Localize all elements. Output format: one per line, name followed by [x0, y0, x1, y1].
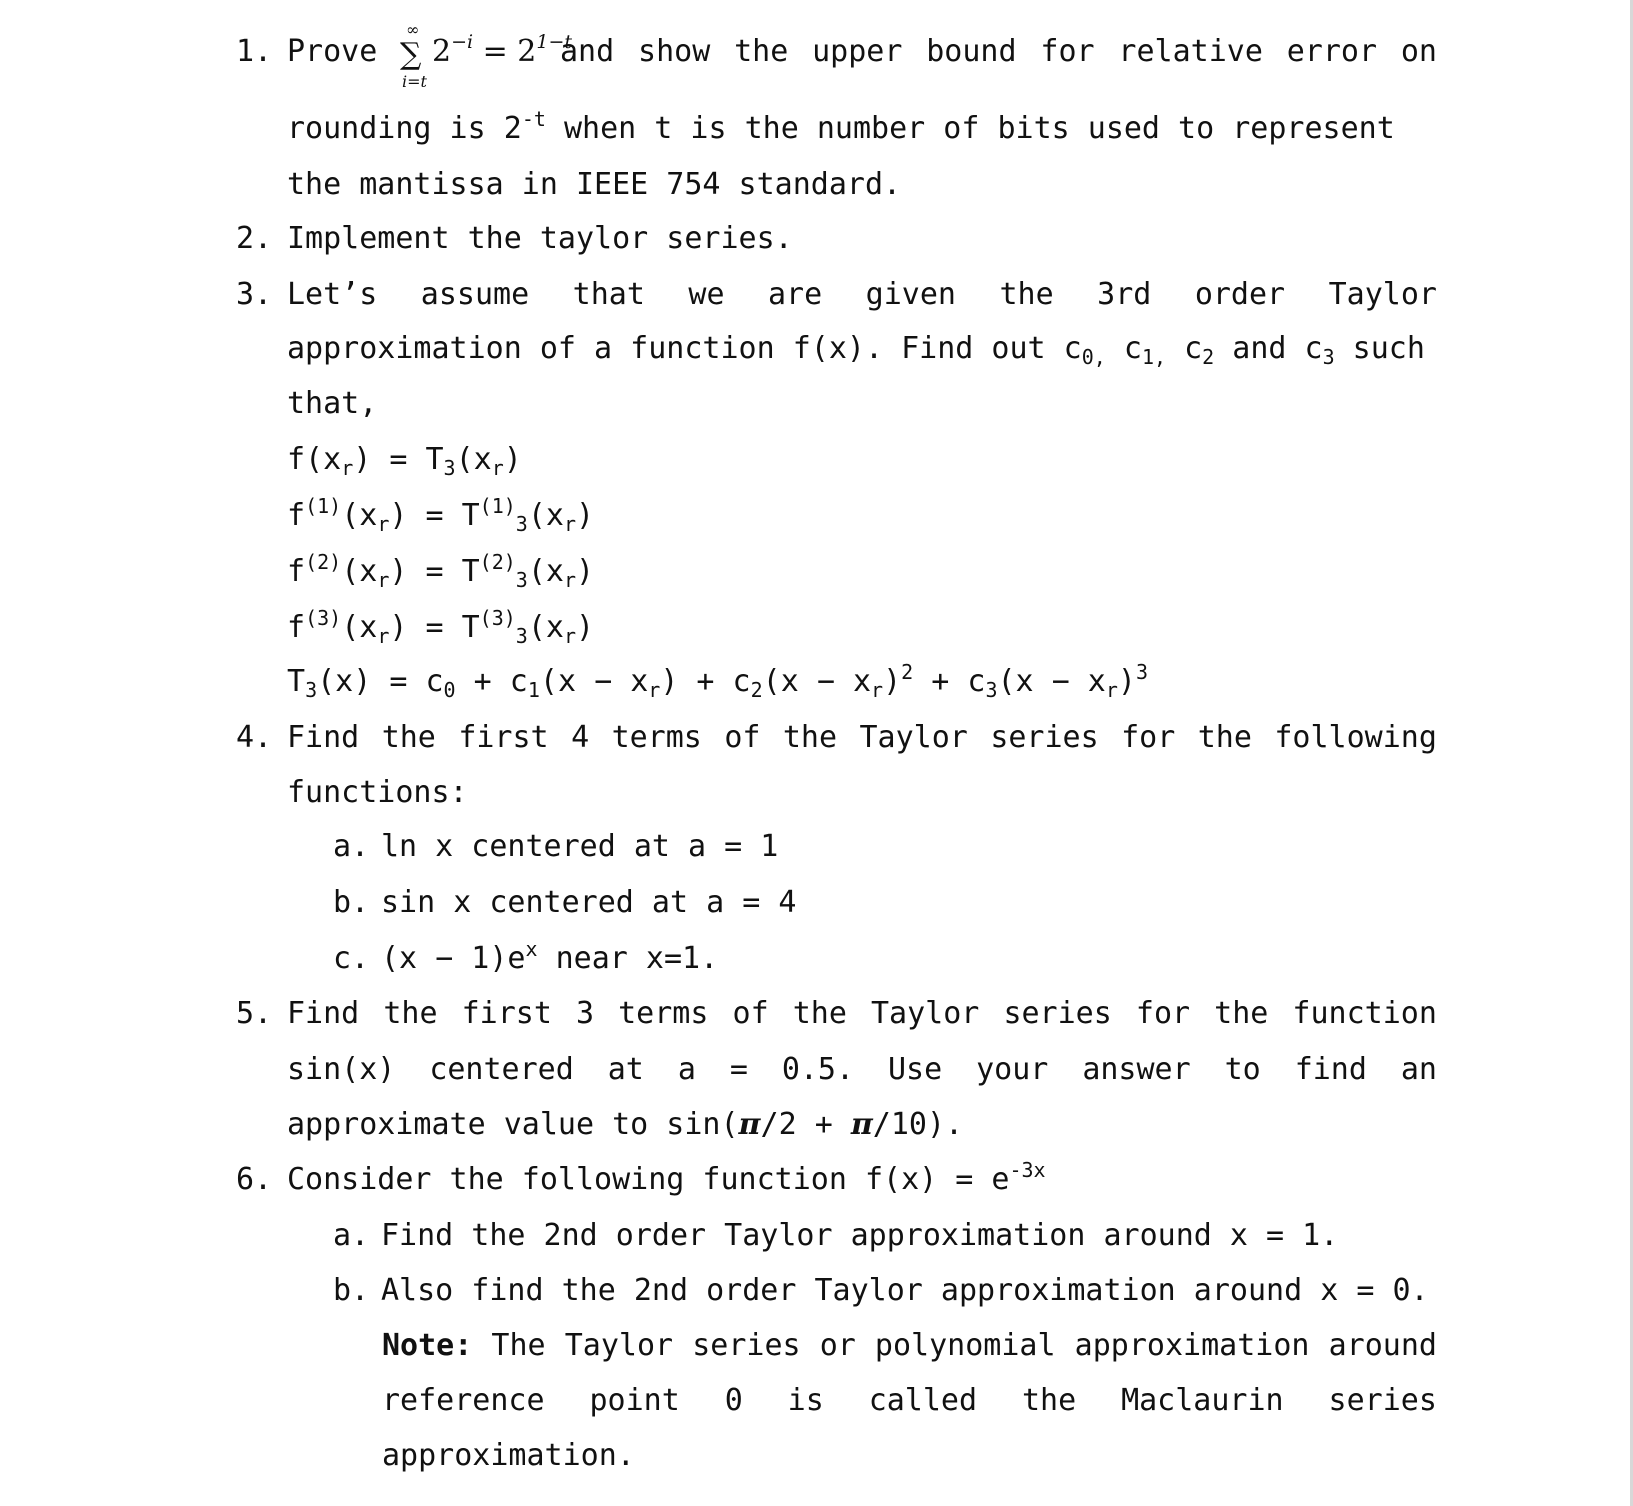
word: an [1400, 1052, 1437, 1087]
word: Taylor [1328, 277, 1437, 312]
q2-text: Implement the taylor series. [287, 221, 793, 256]
q3-line2-post: such [1334, 331, 1425, 366]
q3-eq1 [287, 440, 522, 480]
eq-part: (x [341, 610, 378, 645]
eq-part: ) [576, 498, 595, 533]
sum-lower-limit: i=t [402, 72, 427, 91]
q3-line3: that, [287, 386, 378, 421]
q4-number: 4. [236, 720, 273, 755]
word: are [768, 277, 823, 312]
word: series [990, 720, 1099, 755]
word: the [1021, 1383, 1077, 1418]
eq-part: (x) = c [317, 664, 444, 699]
q5-line3 [287, 1105, 963, 1145]
q6-exponent: -3x [1009, 1158, 1046, 1182]
q3-eq2 [287, 496, 594, 536]
eq-part: (x [527, 498, 564, 533]
eq-part: (x [527, 610, 564, 645]
sub-c0: 0, [1081, 345, 1106, 369]
word: of [732, 996, 769, 1031]
word: series [692, 1328, 801, 1363]
eq-part: = T [371, 442, 444, 477]
word: Taylor [859, 720, 968, 755]
word: 3 [575, 996, 595, 1031]
q5-line2 [287, 1050, 1437, 1090]
sub-c3: 3 [1322, 345, 1335, 369]
note-label: Note: [382, 1328, 473, 1363]
word: terms [611, 720, 702, 755]
pi-symbol: π [738, 1107, 761, 1142]
eq-sub: r [1105, 678, 1118, 702]
item-text: Find the 2nd order Taylor approximation around x = 1. [381, 1218, 1339, 1253]
eq-sub: r [491, 456, 504, 480]
eq-part: ) [389, 498, 408, 533]
eq-sub: 0 [443, 678, 456, 702]
word: is [787, 1383, 824, 1418]
q3-line2 [287, 329, 1425, 369]
eq-part: ) [576, 554, 595, 589]
word: bound [926, 34, 1017, 69]
eq-part: f [287, 554, 306, 589]
word: the [999, 277, 1054, 312]
eq-part: ) [353, 442, 372, 477]
word: at [607, 1052, 644, 1087]
q3-number: 3. [236, 277, 273, 312]
q3-line2-pre: approximation of a function f(x). Find out c [287, 331, 1082, 366]
eq-sup: (3) [479, 606, 516, 630]
word: assume [420, 277, 530, 312]
eq-sub: r [871, 678, 884, 702]
eq-part: ) [883, 664, 902, 699]
eq-part: (x [341, 554, 378, 589]
eq-sub: 3 [985, 678, 998, 702]
word: answer [1082, 1052, 1191, 1087]
eq-part: f [287, 610, 306, 645]
sub-c1: 1, [1141, 345, 1167, 369]
q4-item-a [333, 827, 778, 867]
eq-sub: 3 [305, 678, 318, 702]
eq-sup: (1) [305, 494, 342, 518]
item-label: a. [333, 829, 370, 864]
q4-line1 [287, 718, 1437, 758]
eq-sub: 1 [527, 678, 540, 702]
q5-line3-mid: /2 + [760, 1107, 851, 1142]
word: order [1194, 277, 1286, 312]
eq-part: (x [341, 498, 378, 533]
eq-sup: (2) [479, 550, 516, 574]
item-sup: x [525, 937, 538, 961]
eq-part: (x − x [539, 664, 649, 699]
eq-part: + c [455, 664, 528, 699]
q6-number: 6. [236, 1162, 273, 1197]
eq-part: f [287, 498, 306, 533]
eq-part: (x [455, 442, 492, 477]
eq-part: (x [527, 554, 564, 589]
q6-note-line3: approximation. [382, 1438, 635, 1473]
q4-item-b [333, 883, 796, 923]
word: show [638, 34, 711, 69]
q1-sum-expression [432, 32, 572, 72]
eq-part: + c [913, 664, 986, 699]
eq-sub: 3 [515, 624, 528, 648]
item-text: (x − 1)e [381, 941, 526, 976]
word: we [688, 277, 725, 312]
word: on [1400, 34, 1437, 69]
word: to [1224, 1052, 1261, 1087]
word: approximation [1074, 1328, 1310, 1363]
eq-sub: r [563, 512, 577, 536]
word: = [729, 1052, 748, 1087]
eq-sub: r [563, 568, 577, 592]
word: centered [429, 1052, 574, 1087]
eq-sub: r [377, 512, 390, 536]
eq-part: ) [503, 442, 522, 477]
eq-sup: 3 [1135, 660, 1149, 684]
item-text: ln x centered at a = 1 [381, 829, 779, 864]
eq-part: ) [389, 610, 408, 645]
word: for [1040, 34, 1095, 69]
eq-sub: 3 [515, 512, 528, 536]
eq-sub: r [648, 678, 661, 702]
word: 4 [571, 720, 590, 755]
q2-number: 2. [236, 221, 273, 256]
word: the [381, 720, 436, 755]
eq-sup: (1) [479, 494, 516, 518]
eq-sub: 2 [750, 678, 763, 702]
word: your [976, 1052, 1049, 1087]
word: the [782, 720, 838, 755]
eq-sub: r [377, 568, 390, 592]
word: upper [812, 34, 903, 69]
eq-sub: r [377, 624, 390, 648]
word: Taylor [870, 996, 980, 1031]
eq-sub: r [563, 624, 577, 648]
eq-sub: 3 [443, 456, 456, 480]
eq-part: = T [407, 610, 480, 645]
q1-line2 [287, 109, 1437, 149]
word: called [868, 1383, 978, 1418]
eq-sup: (3) [305, 606, 342, 630]
eq-part: ) + c [660, 664, 751, 699]
eq-part: (x − x [997, 664, 1106, 699]
word: or [819, 1328, 856, 1363]
eq-part: T [287, 664, 306, 699]
eq-sub: 3 [515, 568, 528, 592]
item-text: near x=1. [537, 941, 719, 976]
eq-part: ) [576, 610, 595, 645]
q5-number: 5. [236, 996, 273, 1031]
q1-line3: the mantissa in IEEE 754 standard. [287, 167, 902, 202]
q6-note-line1 [382, 1326, 1437, 1366]
word: for [1135, 996, 1191, 1031]
sigma-glyph: ∑ [400, 37, 422, 72]
eq-part: ) [389, 554, 408, 589]
item-text: sin x centered at a = 4 [381, 885, 797, 920]
q3-eq3 [287, 552, 594, 592]
eq-part: (x − x [762, 664, 872, 699]
word: relative [1118, 34, 1263, 69]
q1-prove: Prove [287, 34, 378, 69]
eq-sup: (2) [305, 550, 342, 574]
q5-line3-post: /10). [872, 1107, 964, 1142]
q6-line1-pre: Consider the following function f(x) = e [287, 1162, 1010, 1197]
q3-eq4 [287, 608, 594, 648]
word: point [589, 1383, 680, 1418]
sum-upper-limit: ∞ [406, 20, 420, 39]
q5-line3-pre: approximate value to sin( [287, 1107, 739, 1142]
q6-note-line2 [382, 1381, 1437, 1421]
word: the [1214, 996, 1269, 1031]
word: a [677, 1052, 696, 1087]
word: reference [382, 1383, 545, 1418]
word: series [1003, 996, 1112, 1031]
q6-item-b [333, 1271, 1429, 1311]
word: Maclaurin [1121, 1383, 1284, 1418]
word: find [1294, 1052, 1367, 1087]
item-text: Also find the 2nd order Taylor approximation around x = 0. [381, 1273, 1429, 1308]
q6-line1 [287, 1160, 1046, 1200]
q6-item-a [333, 1216, 1338, 1256]
item-label: c. [333, 941, 370, 976]
word: 0.5. [781, 1052, 855, 1087]
eq-sub: r [341, 456, 354, 480]
q1-line2-post: when t is the number of bits used to represent [545, 111, 1395, 146]
q3-line2-mid: and c [1214, 331, 1323, 366]
word: The [491, 1328, 546, 1363]
q5-line1 [287, 994, 1437, 1034]
word: 3rd [1097, 277, 1152, 312]
word: Let’s [287, 277, 378, 312]
word: the [383, 996, 438, 1031]
eq-sup: 2 [901, 660, 914, 684]
word: Use [888, 1052, 943, 1087]
q3-taylor-poly [287, 662, 1148, 702]
word: following [1274, 720, 1437, 755]
word: around [1328, 1328, 1437, 1363]
sum-equals: = 2 [473, 34, 537, 69]
word: for [1121, 720, 1176, 755]
q3-line1 [287, 275, 1437, 315]
word: the [792, 996, 847, 1031]
word: the [734, 34, 789, 69]
word: and [560, 34, 615, 69]
word: function [1292, 996, 1437, 1031]
eq-part: = T [407, 554, 480, 589]
item-label: a. [333, 1218, 370, 1253]
word: Find [287, 996, 360, 1031]
word: that [572, 277, 645, 312]
q1-line2-pre: rounding is 2 [287, 111, 522, 146]
word: polynomial [874, 1328, 1056, 1363]
word: sin(x) [287, 1052, 396, 1087]
word: first [458, 720, 549, 755]
eq-part: f(x [287, 442, 342, 477]
c2-pre: c [1166, 331, 1203, 366]
q4-line2: functions: [287, 775, 468, 810]
eq-part: ) [1117, 664, 1136, 699]
sub-c2: 2 [1202, 345, 1215, 369]
word: terms [618, 996, 709, 1031]
eq-part: = T [407, 498, 480, 533]
word: of [724, 720, 761, 755]
word: the [1197, 720, 1252, 755]
word: error [1286, 34, 1378, 69]
word: 0 [724, 1383, 743, 1418]
q4-item-c [333, 939, 718, 979]
word: first [461, 996, 552, 1031]
item-label: b. [333, 885, 370, 920]
sum-base: 2 [432, 34, 452, 69]
word: Taylor [564, 1328, 674, 1363]
word: series [1328, 1383, 1437, 1418]
q1-line1 [560, 32, 1437, 72]
word: given [865, 277, 956, 312]
sum-rhs-exponent: 1−t [536, 31, 573, 53]
q1-number: 1. [236, 34, 273, 69]
pi-symbol: π [850, 1107, 873, 1142]
c1-pre: c [1105, 331, 1142, 366]
item-label: b. [333, 1273, 370, 1308]
q1-line2-exp: -t [521, 107, 546, 131]
sum-exponent: −i [451, 31, 474, 53]
word: Find [287, 720, 360, 755]
